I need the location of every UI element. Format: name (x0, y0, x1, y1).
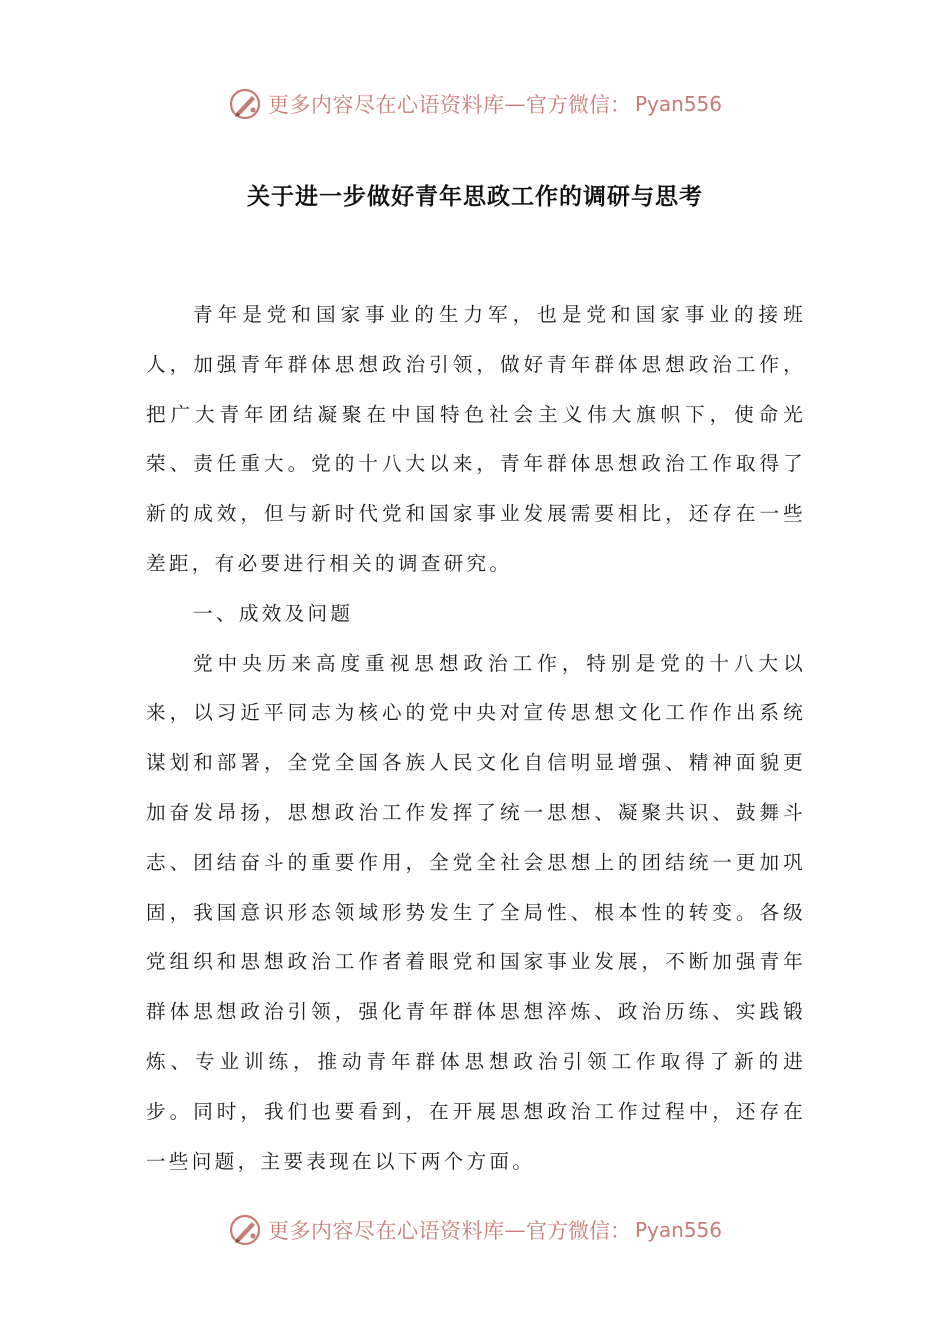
paragraph-effects: 党中央历来高度重视思想政治工作，特别是党的十八大以来，以习近平同志为核心的党中央对宣传思想文化工作作出系统谋划和部署，全党全国各族人民文化自信明显增强、精神面貌更加奋发昂扬，思想政治工作发挥了统一思想、凝聚共识、鼓舞斗志、团结奋斗的重要作用，全党全社会思想上的团结统一更加巩固，我国意识形态领域形势发生了全局性、根本性的转变。各级党组织和思想政治工作者着眼党和国家事业发展，不断加强青年群体思想政治引领，强化青年群体思想淬炼、政治历练、实践锻炼、专业训练，推动青年群体思想政治引领工作取得了新的进步。同时，我们也要看到，在开展思想政治工作过程中，还存在一些问题，主要表现在以下两个方面。 (146, 651, 806, 1173)
header-watermark-banner (0, 84, 950, 124)
banner-text: 更多内容尽在心语资料库 (267, 93, 505, 117)
banner-dash: — (504, 1218, 526, 1242)
banner-dash: — (504, 92, 526, 116)
document-title: 关于进一步做好青年思政工作的调研与思考 (247, 184, 703, 210)
banner-wechat-id: Pyan556 (634, 1218, 722, 1242)
pen-logo-icon (228, 1213, 262, 1247)
banner-wechat-label: 官方微信： (525, 93, 631, 117)
paragraph-intro: 青年是党和国家事业的生力军，也是党和国家事业的接班人，加强青年群体思想政治引领，做好青年群体思想政治工作，把广大青年团结凝聚在中国特色社会主义伟大旗帜下，使命光荣、责任重大。党的十八大以来，青年群体思想政治工作取得了新的成效，但与新时代党和国家事业发展需要相比，还存在一些差距，有必要进行相关的调查研究。 (146, 303, 806, 575)
document-body (146, 290, 806, 1186)
pen-logo-icon (228, 87, 262, 121)
banner-wechat-id: Pyan556 (634, 92, 722, 116)
banner-text: 更多内容尽在心语资料库 (267, 1219, 505, 1243)
banner-wechat-label: 官方微信： (525, 1219, 631, 1243)
section-heading: 一、成效及问题 (193, 601, 354, 625)
footer-watermark-banner (0, 1210, 950, 1250)
